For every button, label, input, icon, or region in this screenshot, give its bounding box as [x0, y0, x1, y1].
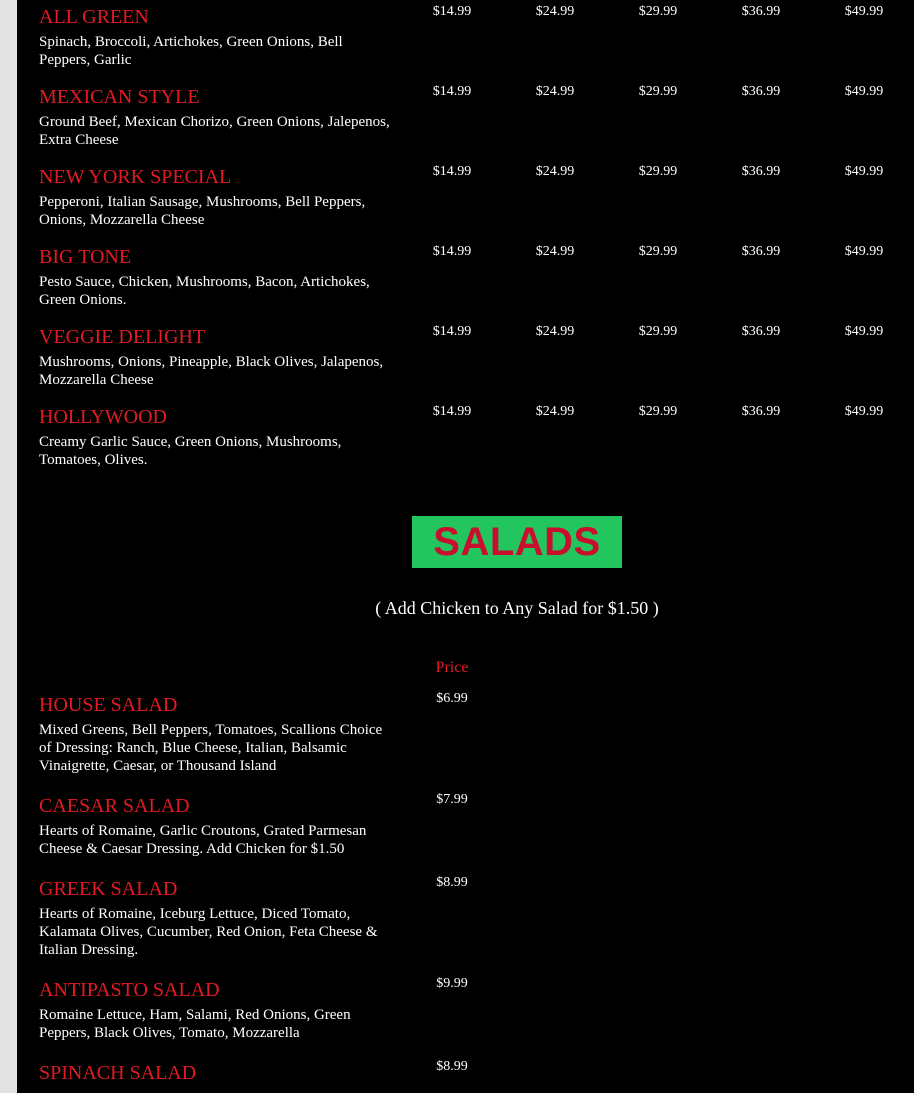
salad-price: $7.99: [436, 792, 468, 807]
price-size-5: $49.99: [844, 164, 884, 179]
price-size-2: $24.99: [535, 164, 575, 179]
item-description: Hearts of Romaine, Garlic Croutons, Grated Parmesan Cheese & Caesar Dressing. Add Chicken for $1.50: [39, 823, 367, 857]
price-size-4: $36.99: [741, 244, 781, 259]
salad-price: $8.99: [436, 1059, 468, 1074]
price-size-1: $14.99: [432, 4, 472, 19]
item-name: HOUSE SALAD: [39, 694, 178, 716]
item-name: CAESAR SALAD: [39, 795, 190, 817]
price-size-2: $24.99: [535, 84, 575, 99]
price-column-header: Price: [435, 659, 469, 676]
item-description: Romaine Lettuce, Ham, Salami, Red Onions, Green Peppers, Black Olives, Tomato, Mozzarella: [39, 1007, 351, 1041]
item-name: BIG TONE: [39, 246, 132, 268]
item-name: NEW YORK SPECIAL: [39, 166, 232, 188]
salads-banner: [412, 516, 622, 568]
item-name: ANTIPASTO SALAD: [39, 979, 220, 1001]
item-name: VEGGIE DELIGHT: [39, 326, 206, 348]
price-size-1: $14.99: [432, 84, 472, 99]
price-size-4: $36.99: [741, 324, 781, 339]
price-size-1: $14.99: [432, 324, 472, 339]
page-left-margin: [0, 0, 17, 1093]
item-name: SPINACH SALAD: [39, 1062, 197, 1084]
price-size-3: $29.99: [638, 324, 678, 339]
item-description: Spinach, Broccoli, Artichokes, Green Onions, Bell Peppers, Garlic: [39, 34, 343, 68]
price-size-2: $24.99: [535, 4, 575, 19]
price-size-3: $29.99: [638, 4, 678, 19]
price-size-1: $14.99: [432, 404, 472, 419]
price-size-1: $14.99: [432, 164, 472, 179]
item-description: Pepperoni, Italian Sausage, Mushrooms, Bell Peppers, Onions, Mozzarella Cheese: [39, 194, 366, 228]
salad-price: $8.99: [436, 875, 468, 890]
menu-content: [17, 0, 914, 1093]
item-description: Ground Beef, Mexican Chorizo, Green Onions, Jalepenos, Extra Cheese: [39, 114, 390, 148]
price-size-1: $14.99: [432, 244, 472, 259]
price-size-5: $49.99: [844, 324, 884, 339]
item-description: Mixed Greens, Bell Peppers, Tomatoes, Scallions Choice of Dressing: Ranch, Blue Cheese, Italian, Balsamic Vinaigrette, Caesar, or Thousand Island: [39, 722, 383, 774]
item-name: GREEK SALAD: [39, 878, 178, 900]
price-size-4: $36.99: [741, 4, 781, 19]
item-name: HOLLYWOOD: [39, 406, 167, 428]
section-title: SALADS: [433, 519, 601, 564]
salad-price: $9.99: [436, 976, 468, 991]
price-size-3: $29.99: [638, 244, 678, 259]
price-size-5: $49.99: [844, 404, 884, 419]
price-size-4: $36.99: [741, 84, 781, 99]
item-description: Mushrooms, Onions, Pineapple, Black Olives, Jalapenos, Mozzarella Cheese: [39, 354, 384, 388]
price-size-4: $36.99: [741, 404, 781, 419]
item-description: Pesto Sauce, Chicken, Mushrooms, Bacon, Artichokes, Green Onions.: [39, 274, 370, 308]
price-size-4: $36.99: [741, 164, 781, 179]
item-name: ALL GREEN: [39, 6, 149, 28]
price-size-2: $24.99: [535, 324, 575, 339]
item-description: Hearts of Romaine, Iceburg Lettuce, Diced Tomato, Kalamata Olives, Cucumber, Red Onion, Feta Cheese & Italian Dressing.: [39, 906, 378, 958]
price-size-5: $49.99: [844, 84, 884, 99]
item-description: Creamy Garlic Sauce, Green Onions, Mushrooms, Tomatoes, Olives.: [39, 434, 342, 468]
salad-chicken-note: ( Add Chicken to Any Salad for $1.50 ): [375, 598, 659, 618]
price-size-2: $24.99: [535, 404, 575, 419]
price-size-3: $29.99: [638, 164, 678, 179]
price-size-2: $24.99: [535, 244, 575, 259]
price-size-5: $49.99: [844, 244, 884, 259]
salad-price: $6.99: [436, 691, 468, 706]
price-size-3: $29.99: [638, 84, 678, 99]
price-size-3: $29.99: [638, 404, 678, 419]
item-name: MEXICAN STYLE: [39, 86, 200, 108]
price-size-5: $49.99: [844, 4, 884, 19]
